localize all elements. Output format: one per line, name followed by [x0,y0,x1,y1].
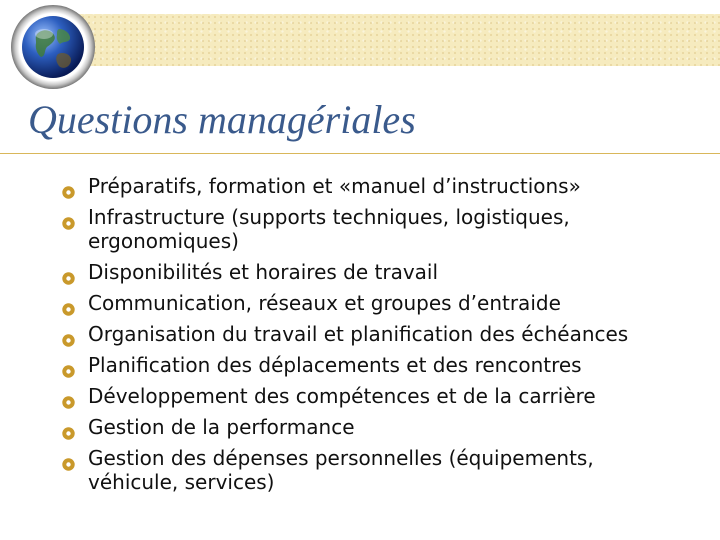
bullet-text: Infrastructure (supports techniques, logistiques, [88,205,570,229]
bullet-item [58,415,698,439]
bullet-icon [62,328,75,341]
bullet-item [58,353,698,377]
bullet-item [58,174,698,198]
bullet-item [58,260,698,284]
bullet-icon [62,421,75,434]
bullet-text: Planification des déplacements et des rencontres [88,353,582,377]
bullet-item [58,205,698,253]
bullet-text: véhicule, services) [88,470,275,494]
bullet-item [58,384,698,408]
bullet-item [58,322,698,346]
bullet-icon [62,211,75,224]
bullet-icon [62,390,75,403]
header-band [50,14,720,66]
bullet-item [58,446,698,494]
bullet-text: Organisation du travail et planification des échéances [88,322,629,346]
bullet-text: Développement des compétences et de la carrière [88,384,596,408]
bullet-icon [62,180,75,193]
bullet-icon [62,266,75,279]
title-divider [0,153,720,154]
slide-title: Questions managériales [28,97,416,142]
bullet-icon [62,452,75,465]
bullet-text: Préparatifs, formation et «manuel d’instructions» [88,174,581,198]
bullet-list [58,174,698,501]
bullet-item [58,291,698,315]
bullet-text: Disponibilités et horaires de travail [88,260,439,284]
bullet-text: Communication, réseaux et groupes d’entraide [88,291,561,315]
bullet-text: Gestion de la performance [88,415,355,439]
bullet-text: Gestion des dépenses personnelles (équipements, [88,446,594,470]
bullet-icon [62,297,75,310]
globe-icon [10,4,96,90]
bullet-text: ergonomiques) [88,229,239,253]
bullet-icon [62,359,75,372]
